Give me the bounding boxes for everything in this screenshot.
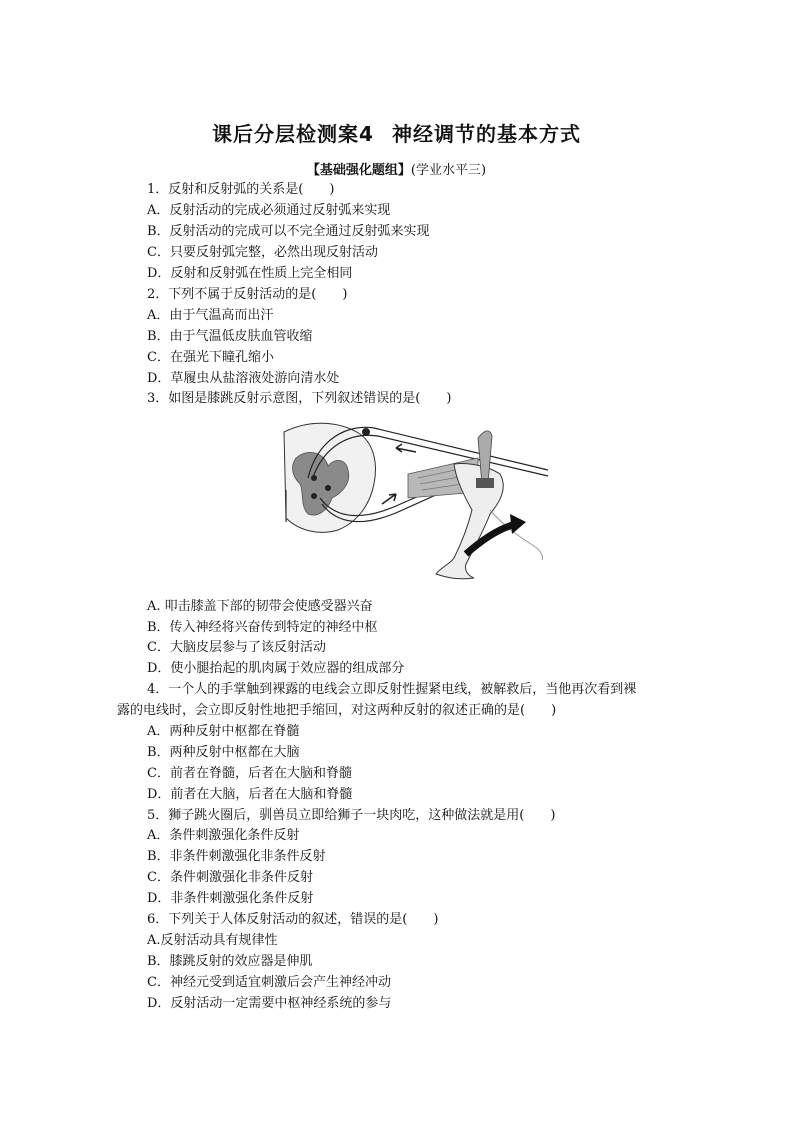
q3-option-b: B．传入神经将兴奋传到特定的神经中枢: [147, 620, 378, 635]
question-1-stem: 1．反射和反射弧的关系是( ): [147, 182, 335, 197]
q1-option-a: A．反射活动的完成必须通过反射弧来实现: [147, 203, 391, 218]
q2-option-b: B．由于气温低皮肤血管收缩: [147, 329, 313, 344]
question-2-stem: 2．下列不属于反射活动的是( ): [147, 287, 348, 302]
neuron-body-1: [362, 428, 370, 436]
q6-option-d: D．反射活动一定需要中枢神经系统的参与: [147, 996, 392, 1011]
knee-jerk-reflex-diagram: [278, 418, 550, 586]
neuron-body-4: [325, 485, 331, 491]
question-3-stem: 3．如图是膝跳反射示意图，下列叙述错误的是( ): [147, 391, 452, 406]
q1-option-b: B．反射活动的完成可以不完全通过反射弧来实现: [147, 224, 430, 239]
section-heading: [0, 159, 793, 178]
page-title: [0, 118, 793, 147]
q3-option-c: C．大脑皮层参与了该反射活动: [147, 640, 326, 655]
q3-option-d: D．使小腿抬起的肌肉属于效应器的组成部分: [147, 661, 405, 676]
q6-option-c: C．神经元受到适宜刺激后会产生神经冲动: [147, 975, 391, 990]
efferent-arrow-icon: [382, 494, 396, 504]
section-label: 【基础强化题组】: [306, 163, 411, 178]
question-6-stem: 6．下列关于人体反射活动的叙述，错误的是( ): [147, 912, 439, 927]
neuron-body-3: [311, 493, 317, 499]
question-5-stem: 5．狮子跳火圈后，驯兽员立即给狮子一块肉吃，这种做法就是用( ): [147, 808, 556, 823]
q2-option-d: D．草履虫从盐溶液处游向清水处: [147, 371, 340, 386]
question-4-stem-line-2: 露的电线时，会立即反射性地把手缩回，对这两种反射的叙述正确的是( ): [117, 703, 557, 718]
question-4-stem-line-1: 4．一个人的手掌触到裸露的电线会立即反射性握紧电线，被解救后，当他再次看到裸: [147, 682, 637, 697]
q2-option-c: C．在强光下瞳孔缩小: [147, 350, 274, 365]
q4-option-d: D．前者在大脑，后者在大脑和脊髓: [147, 787, 353, 802]
q6-option-b: B．膝跳反射的效应器是伸肌: [147, 954, 313, 969]
q6-option-a: A.反射活动具有规律性: [147, 933, 278, 948]
q4-option-a: A．两种反射中枢都在脊髓: [147, 724, 300, 739]
q3-option-a: A. 叩击膝盖下部的韧带会使感受器兴奋: [147, 599, 373, 614]
q5-option-d: D．非条件刺激强化条件反射: [147, 891, 314, 906]
q5-option-a: A．条件刺激强化条件反射: [147, 828, 300, 843]
q2-option-a: A．由于气温高而出汗: [147, 308, 274, 323]
q4-option-b: B．两种反射中枢都在大脑: [147, 745, 300, 760]
section-level: (学业水平三): [410, 163, 487, 178]
q5-option-c: C．条件刺激强化非条件反射: [147, 870, 313, 885]
title-main: 课后分层检测案4: [212, 122, 374, 146]
q5-option-b: B．非条件刺激强化非条件反射: [147, 849, 326, 864]
leg-motion-arrowhead-icon: [510, 514, 526, 534]
q1-option-d: D．反射和反射弧在性质上完全相同: [147, 266, 353, 281]
q1-option-c: C．只要反射弧完整，必然出现反射活动: [147, 245, 378, 260]
afferent-arrow-icon: [396, 444, 416, 452]
neuron-body-2: [311, 475, 317, 481]
title-sub: 神经调节的基本方式: [391, 122, 581, 146]
q4-option-c: C．前者在脊髓，后者在大脑和脊髓: [147, 766, 352, 781]
hammer-head: [476, 478, 494, 488]
